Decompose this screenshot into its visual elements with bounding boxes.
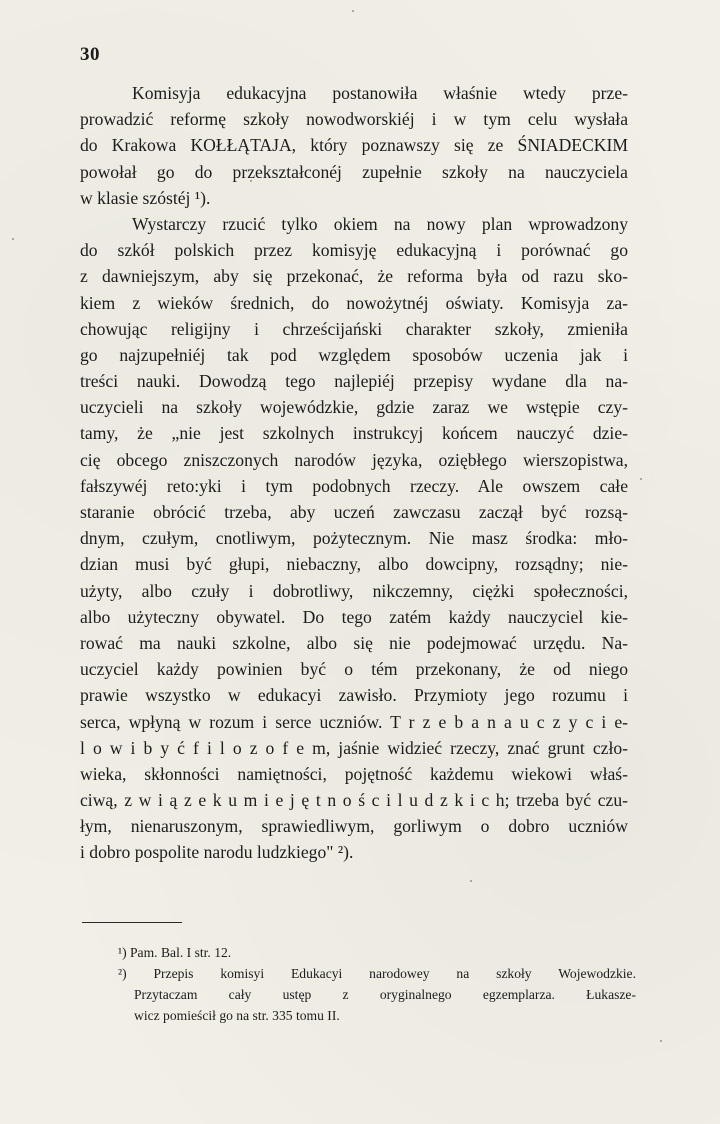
text-line: ciwą, z w i ą z e k u m i e j ę t n o ś c i l u d z k i c h; trzeba być czu- [80, 790, 628, 811]
footnote-2-continuation: wicz pomieścił go na str. 335 tomu II. [134, 1008, 340, 1023]
page-number: 30 [80, 44, 100, 65]
paper-speck [352, 10, 354, 12]
paper-speck [470, 880, 472, 882]
text-line: chowując religijny i chrześcijański charakter szkoły, zmieniła [80, 318, 628, 339]
body-text [80, 80, 628, 866]
text-line: serca, wpłyną w rozum i serce uczniów. T r z e b a n a u c z y c i e- [80, 711, 628, 732]
text-line: prowadzić reformę szkoły nowodworskiéj i w tym celu wysłała [80, 109, 628, 130]
text-line: łym, nienaruszonym, sprawiedliwym, gorliwym o dobro uczniów [80, 816, 628, 837]
footnote-divider [82, 922, 182, 923]
text-line: użyty, albo czuły i dobrotliwy, nikczemny, ciężki społeczności, [80, 580, 628, 601]
paper-speck [12, 238, 14, 240]
text-line: albo użyteczny obywatel. Do tego zatém każdy nauczyciel kie- [80, 606, 628, 627]
footnote-2: ²) Przepis komisyi Edukacyi narodowey na szkoły Wojewodzkie. [118, 966, 636, 981]
text-line: uczyciel każdy powinien być o tém przekonany, że od niego [80, 659, 628, 680]
text-line: z dawniejszym, aby się przekonać, że reforma była od razu sko- [80, 266, 628, 287]
text-line: Komisyja edukacyjna postanowiła właśnie wtedy prze- [132, 83, 628, 103]
text-line: Wystarczy rzucić tylko okiem na nowy plan wprowadzony [132, 213, 628, 234]
text-line: prawie wszystko w edukacyi zawisło. Przymioty jego rozumu i [80, 685, 628, 706]
paper-speck [660, 1040, 662, 1042]
text-line: do szkół polskich przez komisyję edukacyjną i porównać go [80, 240, 628, 261]
text-line: staranie obrócić trzeba, aby uczeń zawczasu zaczął być rozsą- [80, 502, 628, 522]
text-line: uczycieli na szkoły wojewódzkie, gdzie zaraz we wstępie czy- [80, 397, 628, 418]
text-line: go najzupełniéj tak pod względem sposobów uczenia jak i [80, 344, 628, 365]
text-line: cię obcego zniszczonych narodów języka, oziębłego wierszopistwa, [80, 449, 628, 470]
text-line: w klasie szóstéj ¹). [80, 187, 211, 208]
footnotes [118, 942, 636, 1026]
text-line: i dobro pospolite narodu ludzkiego" ²). [80, 842, 354, 863]
paper-speck [640, 478, 642, 480]
text-line: wieka, skłonności namiętności, pojętność każdemu wiekowi właś- [80, 763, 628, 784]
text-line: fałszywéj reto:yki i tym podobnych rzeczy. Ale owszem całe [80, 475, 628, 496]
text-line: rować ma nauki szkolne, albo się nie podejmować urzędu. Na- [80, 632, 628, 653]
text-line: treści nauki. Dowodzą tego najlepiéj przepisy wydane dla na- [80, 371, 628, 392]
footnote-2-continuation: Przytaczam cały ustęp z oryginalnego egzemplarza. Łukasze- [134, 987, 636, 1002]
footnote-1: ¹) Pam. Bal. I str. 12. [118, 945, 232, 960]
text-line: powołał go do przekształconéj zupełnie szkoły na nauczyciela [80, 161, 628, 182]
paper-speck [250, 180, 252, 182]
text-line: dzian musi być głupi, niebaczny, albo dowcipny, rozsądny; nie- [80, 554, 628, 575]
text-line: l o w i b y ć f i l o z o f e m, jaśnie widzieć rzeczy, znać grunt czło- [80, 737, 628, 758]
text-line: do Krakowa KOŁŁĄTAJA, który poznawszy się ze ŚNIADECKIM [80, 135, 628, 156]
text-line: kiem z wieków średnich, do nowożytnéj oświaty. Komisyja za- [80, 292, 628, 313]
text-line: tamy, że „nie jest szkolnych instrukcyj końcem nauczyć dzie- [80, 423, 628, 444]
text-line: dnym, czułym, cnotliwym, pożytecznym. Nie masz środka: mło- [80, 528, 628, 549]
